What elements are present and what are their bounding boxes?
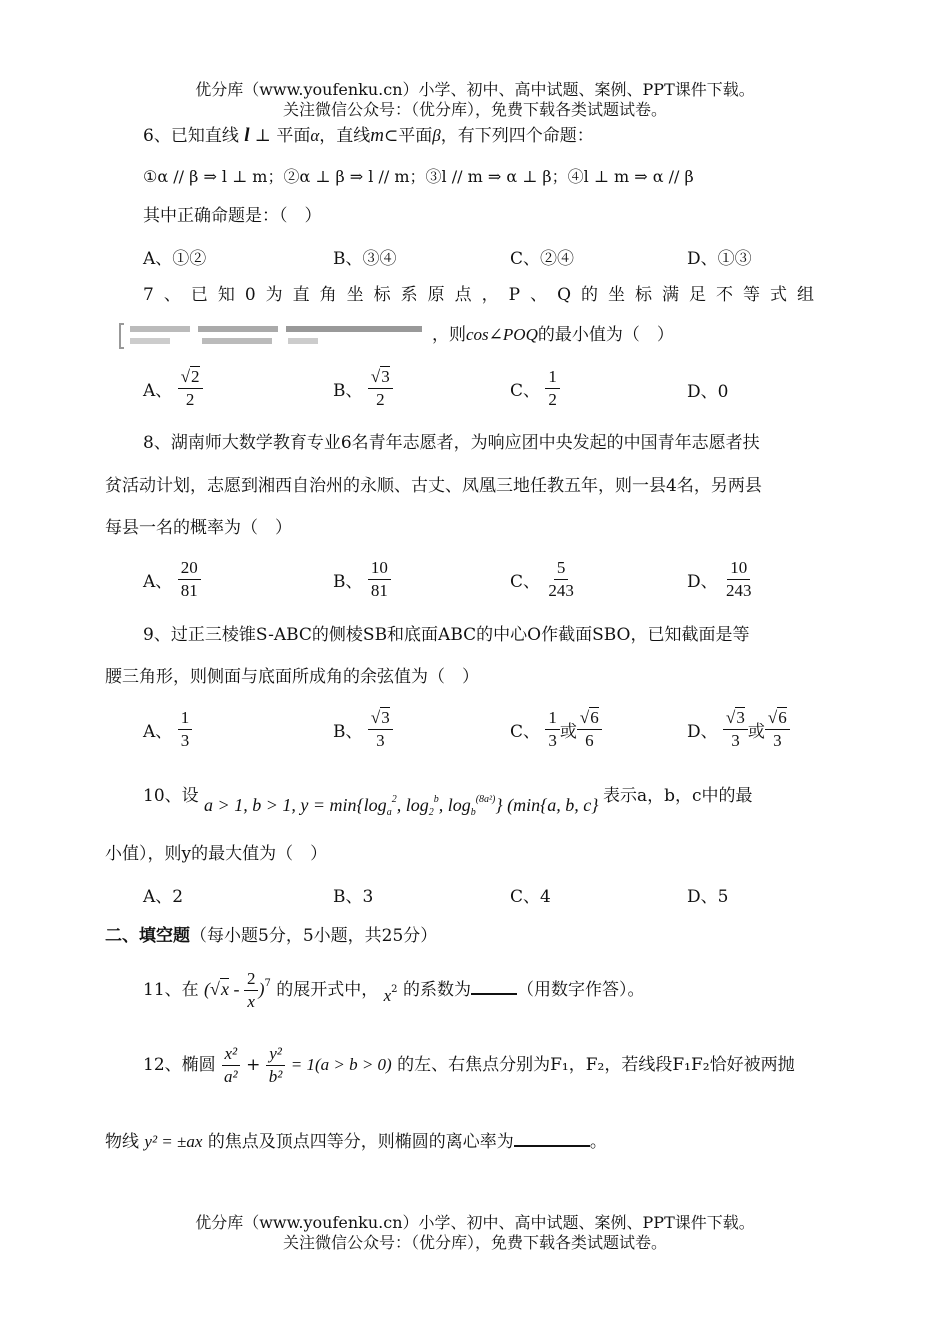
section-2-title: 二、填空题（每小题5分，5小题，共25分） (105, 926, 438, 946)
q7-option-c: C、 $\frac{1}{2}$ (510, 366, 560, 411)
q6-stem: 6、已知直线 l ⊥ 平面α，直线m⊂平面β，有下列四个命题： (143, 125, 594, 146)
q8-option-a: A、 $\frac{20}{81}$ (143, 557, 201, 602)
q6-option-d: D、①③ (687, 249, 752, 269)
q6-option-a: A、①② (143, 249, 207, 269)
q10-option-c: C、4 (510, 887, 551, 907)
footer-line-1: 优分库（www.youfenku.cn）小学、初中、高中试题、案例、PPT课件下载。 (195, 1213, 755, 1232)
q8-line-3: 每县一名的概率为（ ） (105, 518, 292, 538)
q8-line-2: 贫活动计划，志愿到湘西自治州的永顺、古丈、凤凰三地任教五年，则一县4名，另两县 (105, 476, 762, 496)
q9-option-b: B、 $\frac{√3}{3}$ (333, 707, 393, 752)
q8-line-1: 8、湖南师大数学教育专业6名青年志愿者，为响应团中央发起的中国青年志愿者扶 (143, 433, 760, 453)
q8-option-c: C、 $\frac{5}{243}$ (510, 558, 574, 600)
q7-option-d: D、0 (687, 382, 729, 402)
q6-propositions: ①α // β ⇒ l ⊥ m；②α ⊥ β ⇒ l // m；③l // m ⇒ α ⊥ β；④l ⊥ m ⇒ α // β (143, 167, 694, 186)
q9-line-2: 腰三角形，则侧面与底面所成角的余弦值为（ ） (105, 667, 479, 687)
q10-option-b: B、3 (333, 887, 374, 907)
q10-option-d: D、5 (687, 887, 729, 907)
footer-line-2: 关注微信公众号：（优分库），免费下载各类试题试卷。 (282, 1233, 667, 1252)
q9-option-a: A、 $\frac{1}{3}$ (143, 707, 192, 752)
q9-option-c: C、 $\frac{1}{3}$ 或 $\frac{√6}{6}$ (510, 707, 602, 752)
q8-option-b: B、 $\frac{10}{81}$ (333, 557, 391, 602)
q10-line-2: 小值），则y的最大值为（ ） (105, 844, 328, 864)
q7-stem: 7、已知0为直角坐标系原点，P、Q的坐标满足不等式组 (143, 285, 825, 305)
q8-option-d: D、 $\frac{10}{243}$ (687, 558, 752, 600)
blurred-inequality-system (118, 322, 426, 350)
q9-line-1: 9、过正三棱锥S-ABC的侧棱SB和底面ABC的中心O作截面SBO，已知截面是等 (143, 625, 750, 645)
q6-ask: 其中正确命题是：（ ） (143, 206, 322, 226)
q7-tail: ，则cos∠POQ的最小值为（ ） (432, 325, 674, 345)
q11-stem: 11、在 (√x - $\frac{2}{x}$ )$^7$ 的展开式中， $x^2$ 的系数为 （用数字作答）。 (143, 969, 645, 1011)
q9-option-d: D、 $\frac{√3}{3}$ 或 $\frac{√6}{3}$ (687, 707, 790, 752)
q6-option-c: C、②④ (510, 249, 575, 269)
q11-answer-blank (471, 975, 517, 995)
header-line-1: 优分库（www.youfenku.cn）小学、初中、高中试题、案例、PPT课件下载。 (195, 80, 755, 99)
q6-option-b: B、③④ (333, 249, 397, 269)
q7-option-b: B、 $\frac{√3}{2}$ (333, 366, 393, 411)
q10-stem: 10、设 a > 1, b > 1, $y = \min\{\log_a^2$, $\log_2^b$, $\log_b^{(8a^2)}$} (min{a, b, c} 表示a，b，c中的最 (143, 786, 753, 818)
q12-stem: 12、椭圆 $\frac{\text{x²}}{\text{a²}}$ + $\frac{\text{y²}}{\text{b²}}$ = 1(a > b > 0) 的左、右焦点分别为F₁，F₂，若线段F₁F₂恰好被两抛 (143, 1044, 795, 1086)
q10-option-a: A、2 (143, 887, 184, 907)
q12-line-2: 物线 y² = ±ax 的焦点及顶点四等分，则椭圆的离心率为 。 (105, 1127, 607, 1154)
header-line-2: 关注微信公众号：（优分库），免费下载各类试题试卷。 (282, 100, 667, 119)
q7-option-a: A、 $\frac{√2}{2}$ (143, 366, 203, 411)
q12-answer-blank (514, 1127, 590, 1147)
